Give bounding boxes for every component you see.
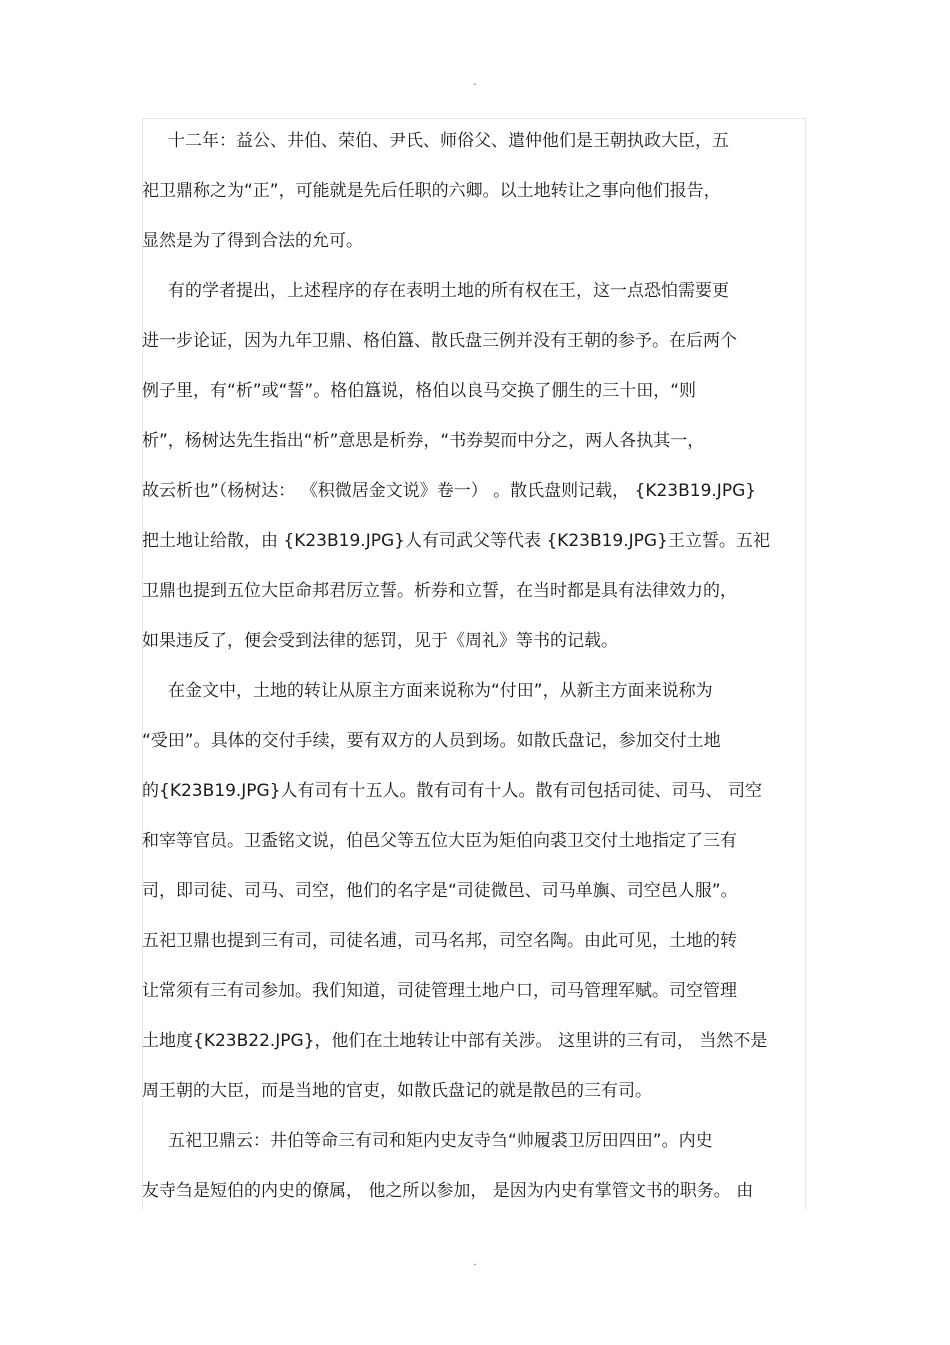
text-line: 友寺刍是短伯的内史的僚属， 他之所以参加， 是因为内史有掌管文书的职务。 由	[142, 1181, 754, 1201]
text-line: 周王朝的大臣，而是当地的官吏，如散氏盘记的就是散邑的三有司。	[142, 1081, 652, 1101]
text-line: 祀卫鼎称之为“正”，可能就是先后任职的六卿。以土地转让之事向他们报告，	[142, 181, 721, 201]
page-marker-bottom: .	[473, 1257, 477, 1268]
text-line: 在金文中，土地的转让从原主方面来说称为“付田”，从新主方面来说称为	[168, 681, 713, 701]
text-line: 的{K23B19.JPG}人有司有十五人。散有司有十人。散有司包括司徒、司马、 司空	[142, 781, 762, 801]
text-line: 让常须有三有司参加。我们知道，司徒管理土地户口，司马管理军赋。司空管理	[142, 981, 737, 1001]
text-line: 例子里，有“析”或“誓”。格伯簋说，格伯以良马交换了倗生的三十田，“则	[142, 381, 697, 401]
text-line: 故云析也”（杨树达： 《积微居金文说》卷一） 。散氏盘则记载， {K23B19.JPG}	[142, 481, 757, 501]
text-line: 卫鼎也提到五位大臣命邦君厉立誓。析券和立誓，在当时都是具有法律效力的，	[142, 581, 737, 601]
text-line: 五祀卫鼎也提到三有司，司徒名逋，司马名邦，司空名陶。由此可见，土地的转	[142, 931, 737, 951]
text-line: 司，即司徒、司马、司空，他们的名字是“司徒微邑、司马单旟、司空邑人服”。	[142, 881, 738, 901]
text-line: “受田”。具体的交付手续，要有双方的人员到场。如散氏盘记，参加交付土地	[142, 731, 721, 751]
text-line: 十二年：益公、井伯、荣伯、尹氏、师俗父、遣仲他们是王朝执政大臣，五	[168, 131, 729, 151]
page-marker-top: .	[473, 77, 477, 88]
text-line: 和宰等官员。卫盉铭文说，伯邑父等五位大臣为矩伯向裘卫交付土地指定了三有	[142, 831, 737, 851]
text-line: 析”，杨树达先生指出“析”意思是析券，“书券契而中分之，两人各执其一，	[142, 431, 705, 451]
text-line: 五祀卫鼎云：井伯等命三有司和矩内史友寺刍“帅履裘卫厉田四田”。内史	[168, 1131, 713, 1151]
text-line: 进一步论证，因为九年卫鼎、格伯簋、散氏盘三例并没有王朝的参予。在后两个	[142, 331, 737, 351]
text-line: 把土地让给散，由 {K23B19.JPG}人有司武父等代表 {K23B19.JPG}王立誓。五祀	[142, 531, 770, 551]
text-line: 土地度{K23B22.JPG}，他们在土地转让中部有关涉。 这里讲的三有司， 当然不是	[142, 1031, 768, 1051]
text-line: 显然是为了得到合法的允可。	[142, 231, 363, 251]
text-line: 有的学者提出，上述程序的存在表明土地的所有权在王，这一点恐怕需要更	[168, 281, 729, 301]
text-line: 如果违反了，便会受到法律的惩罚，见于《周礼》等书的记载。	[142, 631, 618, 651]
